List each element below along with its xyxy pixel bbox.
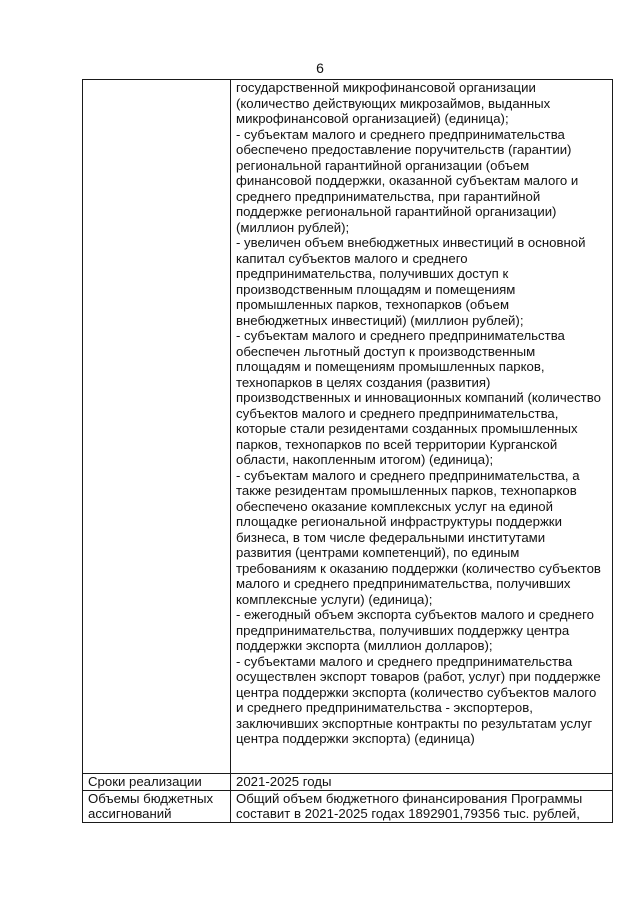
text-line: капитал субъектов малого и среднего bbox=[236, 250, 468, 266]
table-row-budget bbox=[83, 790, 613, 822]
text-line: осуществлен экспорт товаров (работ, услуг) при поддержке bbox=[236, 669, 601, 684]
text-line: - субъектам малого и среднего предпринимательства bbox=[236, 126, 565, 142]
table-row-indicators-continued bbox=[83, 80, 613, 774]
text-line: внебюджетных инвестиций) (миллион рублей); bbox=[236, 312, 524, 328]
text-line: субъектов малого и среднего предпринимательства, bbox=[236, 405, 559, 421]
text-line: обеспечено оказание комплексных услуг на единой bbox=[236, 498, 553, 514]
text-line: - увеличен объем внебюджетных инвестиций в основной bbox=[236, 235, 586, 250]
text-line: - субъектам малого и среднего предпринимательства bbox=[236, 328, 565, 343]
text-line: - ежегодный объем экспорта субъектов малого и среднего bbox=[236, 607, 594, 622]
text-line: (количество действующих микрозаймов, выданных bbox=[236, 95, 551, 111]
text-line: (миллион рублей); bbox=[236, 219, 350, 235]
text-line: региональной гарантийной организации (объем bbox=[236, 157, 530, 173]
terms-label: Сроки реализации bbox=[83, 774, 231, 791]
terms-value: 2021-2025 годы bbox=[231, 774, 613, 791]
text-line: производственных и инновационных компаний (количество bbox=[236, 390, 601, 405]
text-line: центра поддержки экспорта (количество субъектов малого bbox=[236, 684, 597, 700]
text-line: - субъектами малого и среднего предпринимательства bbox=[236, 653, 573, 669]
text-line: малого и среднего предпринимательства, получивших bbox=[236, 576, 571, 591]
text-line: также резидентам промышленных парков, технопарков bbox=[236, 483, 577, 498]
text-line: - субъектам малого и среднего предпринимательства, а bbox=[236, 467, 580, 483]
row-label-empty bbox=[83, 80, 231, 774]
text-line: комплексные услуги) (единица); bbox=[236, 591, 433, 607]
text-line: среднего предпринимательства, при гарантийной bbox=[236, 188, 541, 204]
text-line: центра поддержки экспорта) (единица) bbox=[236, 731, 475, 746]
text-line: поддержке региональной гарантийной организации) bbox=[236, 204, 557, 219]
text-line: бизнеса, в том числе федеральными институтами bbox=[236, 529, 546, 545]
text-line: области, накопленным итогом) (единица); bbox=[236, 452, 494, 467]
text-line: предпринимательства, получивших доступ к bbox=[236, 266, 509, 281]
text-line: обеспечено предоставление поручительств (гарантии) bbox=[236, 142, 572, 157]
indicators-text-cell bbox=[231, 80, 613, 774]
text-line: требованиям к оказанию поддержки (количество субъектов bbox=[236, 560, 601, 576]
text-line: государственной микрофинансовой организации bbox=[236, 80, 536, 95]
budget-label: Объемы бюджетных ассигнований bbox=[83, 790, 231, 822]
text-line: площадям и помещениям промышленных парков, bbox=[236, 359, 545, 374]
text-line: парков, технопарков по всей территории Курганской bbox=[236, 436, 558, 452]
text-line: развития (центрами компетенций), по единым bbox=[236, 545, 520, 560]
budget-value: Общий объем бюджетного финансирования Программы составит в 2021-2025 годах 1892901,79356 тыс. рублей, bbox=[231, 790, 613, 822]
text-line: поддержки экспорта (миллион долларов); bbox=[236, 638, 493, 653]
text-line: промышленных парков, технопарков (объем bbox=[236, 297, 510, 312]
text-line: предпринимательства, получивших поддержку центра bbox=[236, 622, 570, 638]
indicators-text bbox=[236, 80, 608, 747]
text-line: площадке региональной инфраструктуры поддержки bbox=[236, 514, 562, 529]
text-line: производственным площадям и помещениям bbox=[236, 281, 516, 297]
text-line: технопарков в целях создания (развития) bbox=[236, 374, 491, 390]
table-row-terms bbox=[83, 774, 613, 791]
text-line: которые стали резидентами созданных промышленных bbox=[236, 421, 578, 436]
text-line: обеспечен льготный доступ к производственным bbox=[236, 343, 536, 359]
text-line: финансовой поддержки, оказанной субъектам малого и bbox=[236, 173, 579, 188]
text-line: заключивших экспортные контракты по результатам услуг bbox=[236, 715, 593, 731]
program-passport-table bbox=[82, 79, 613, 823]
page-number: 6 bbox=[316, 60, 324, 76]
text-line: микрофинансовой организацией) (единица); bbox=[236, 111, 509, 126]
text-line: и среднего предпринимательства - экспортеров, bbox=[236, 700, 533, 715]
